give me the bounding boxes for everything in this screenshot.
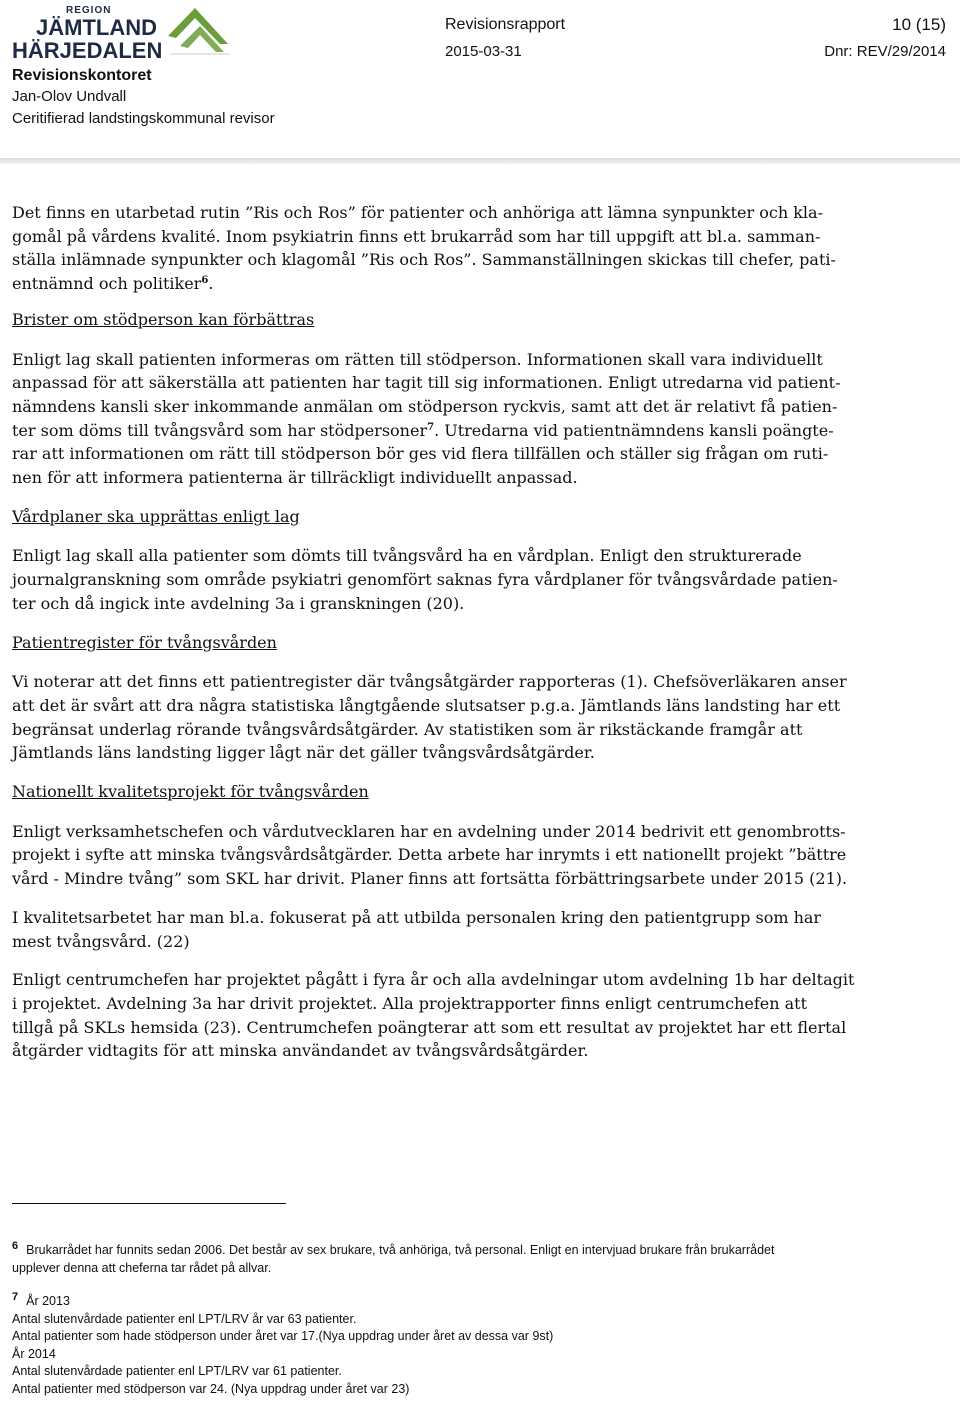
text-line: ställa inlämnade synpunkter och klagomål ”Ris och Ros”. Sammanställningen skickas till chefer, pati- xyxy=(12,250,836,270)
footnotes xyxy=(12,1238,956,1410)
doc-dnr: Dnr: REV/29/2014 xyxy=(824,43,946,60)
text-line: åtgärder vidtagits för att minska användandet av tvångsvårdsåtgärder. xyxy=(12,1041,589,1061)
section-heading-kvalitetsprojekt: Nationellt kvalitetsprojekt för tvångsvården xyxy=(12,782,369,802)
paragraph-kvalitetsarbete xyxy=(12,906,956,953)
text-line: I kvalitetsarbetet har man bl.a. fokuserat på att utbilda personalen kring den patientgrupp som har xyxy=(12,907,822,927)
text-line: tillgå på SKLs hemsida (23). Centrumchefen poängterar att som ett resultat av projektet har ett flertal xyxy=(12,1017,847,1037)
text-line: Vi noterar att det finns ett patientregister där tvångsåtgärder rapporteras (1). Chefsöverläkaren anser xyxy=(12,672,847,692)
text-line: Enligt centrumchefen har projektet pågått i fyra år och alla avdelningar utom avdelning 1b har deltagit xyxy=(12,970,855,990)
text-fragment: entnämnd och politiker xyxy=(12,274,202,294)
footnote-7 xyxy=(12,1289,956,1398)
text-line: ter och då ingick inte avdelning 3a i granskningen (20). xyxy=(12,593,465,613)
text-line: Enligt lag skall alla patienter som dömts till tvångsvård ha en vårdplan. Enligt den strukturerade xyxy=(12,546,802,566)
page-number: 10 (15) xyxy=(892,15,946,34)
text-line: Enligt lag skall patienten informeras om rätten till stödperson. Informationen skall vara individuellt xyxy=(12,349,823,369)
footnote-line: upplever denna att cheferna tar rådet på allvar. xyxy=(12,1260,272,1275)
text-line xyxy=(12,419,956,443)
paragraph-patientregister xyxy=(12,670,956,765)
text-line: anpassad för att säkerställa att patienten har tagit till sig informationen. Enligt utredarna vid patient- xyxy=(12,373,841,393)
footnote-line: Antal patienter med stödperson var 24. (Nya uppdrag under året var 23) xyxy=(12,1381,410,1396)
footnote-line: Antal patienter som hade stödperson under året var 17.(Nya uppdrag under året av dessa var 9st) xyxy=(12,1329,554,1343)
logo-region-text: REGION xyxy=(66,5,112,16)
footnote-ref-7[interactable]: 7 xyxy=(427,421,435,433)
logo-name-line2: HÄRJEDALEN xyxy=(12,38,163,63)
text-fragment: . Utredarna vid patientnämndens kansli poängte- xyxy=(434,420,834,440)
text-fragment: ter som döms till tvångsvård som har stödpersoner xyxy=(12,420,428,440)
footnote-line xyxy=(12,1238,956,1260)
footnote-text: År 2013 xyxy=(26,1294,70,1308)
footnote-text: Brukarrådet har funnits sedan 2006. Det består av sex brukare, två anhöriga, två personal. Enligt en intervjuad brukare från brukarrådet xyxy=(26,1243,775,1257)
logo-name-line1: JÄMTLAND xyxy=(36,15,157,40)
author-role: Ceritifierad landstingskommunal revisor xyxy=(12,110,275,127)
text-line: Jämtlands läns landsting ligger lågt när det gäller tvångsvårdsåtgärder. xyxy=(12,743,595,763)
logo-mountain-shape xyxy=(168,8,228,44)
mountain-logo-icon xyxy=(10,2,245,66)
paragraph-vardplaner xyxy=(12,544,956,615)
text-line: projekt i syfte att minska tvångsvårdsåtgärder. Detta arbete har inrymts i ett nationellt projekt ”bättre xyxy=(12,845,847,865)
org-name: Revisionskontoret xyxy=(12,67,152,84)
text-line: nen för att informera patienterna är tillräckligt individuellt anpassad. xyxy=(12,468,578,488)
text-line: i projektet. Avdelning 3a har drivit projektet. Alla projektrapporter finns enligt centrumchefen att xyxy=(12,993,808,1013)
text-line: vård - Mindre tvång” som SKL har drivit. Planer finns att fortsätta förbättringsarbete under 2015 (21). xyxy=(12,869,848,889)
footnote-divider xyxy=(12,1203,286,1204)
text-line: mest tvångsvård. (22) xyxy=(12,931,190,951)
footnote-line xyxy=(12,1289,956,1311)
text-line: Det finns en utarbetad rutin ”Ris och Ros” för patienter och anhöriga att lämna synpunkter och kla- xyxy=(12,203,823,222)
text-line: rar att informationen om rätt till stödperson bör ges vid flera tillfällen och ställer sig frågan om ruti- xyxy=(12,444,829,464)
text-line: Enligt verksamhetschefen och vårdutvecklaren har en avdelning under 2014 bedrivit ett genombrotts- xyxy=(12,821,846,841)
footnote-line: År 2014 xyxy=(12,1346,56,1361)
region-logo xyxy=(10,2,245,66)
author-block xyxy=(12,66,275,130)
paragraph-ris-och-ros xyxy=(12,201,956,296)
section-heading-patientregister: Patientregister för tvångsvården xyxy=(12,632,277,652)
text-line: att det är svårt att dra några statistiska långtgående slutsatser p.g.a. Jämtlands läns landsting har ett xyxy=(12,695,841,715)
footnote-ref-6[interactable]: 6 xyxy=(201,275,209,287)
text-line: nämndens kansli sker inkommande anmälan om stödperson ryckvis, samt att det är relativt få patien- xyxy=(12,396,838,416)
paragraph-centrumchefen xyxy=(12,968,956,1063)
section-heading-stodperson: Brister om stödperson kan förbättras xyxy=(12,309,315,329)
text-fragment: . xyxy=(208,274,214,294)
paragraph-stodperson xyxy=(12,348,956,490)
report-body xyxy=(12,201,956,1078)
author-name: Jan-Olov Undvall xyxy=(12,88,127,105)
paragraph-kvalitetsprojekt xyxy=(12,820,956,891)
section-heading-vardplaner: Vårdplaner ska upprättas enligt lag xyxy=(12,506,300,526)
footnote-number: 6 xyxy=(12,1240,19,1252)
footnote-line: Antal slutenvårdade patienter enl LPT/LRV år var 63 patienter. xyxy=(12,1311,357,1326)
text-line xyxy=(12,272,956,296)
text-line: journalgranskning som område psykiatri genomfört saknas fyra vårdplaner för tvångsvårdade patien- xyxy=(12,570,838,590)
doc-date: 2015-03-31 xyxy=(445,43,522,60)
footnote-6 xyxy=(12,1238,956,1277)
text-line: gomål på vårdens kvalité. Inom psykiatrin finns ett brukarråd som har till uppgift att bl.a. samman- xyxy=(12,226,821,246)
footnote-line: Antal slutenvårdade patienter enl LPT/LRV var 61 patienter. xyxy=(12,1364,342,1378)
footnote-number: 7 xyxy=(12,1291,19,1303)
header-divider xyxy=(0,158,960,164)
doc-title: Revisionsrapport xyxy=(445,16,566,33)
text-line: begränsat underlag rörande tvångsvårdsåtgärder. Av statistiken som är rikstäckande framgår att xyxy=(12,719,803,739)
page-header xyxy=(0,0,960,165)
